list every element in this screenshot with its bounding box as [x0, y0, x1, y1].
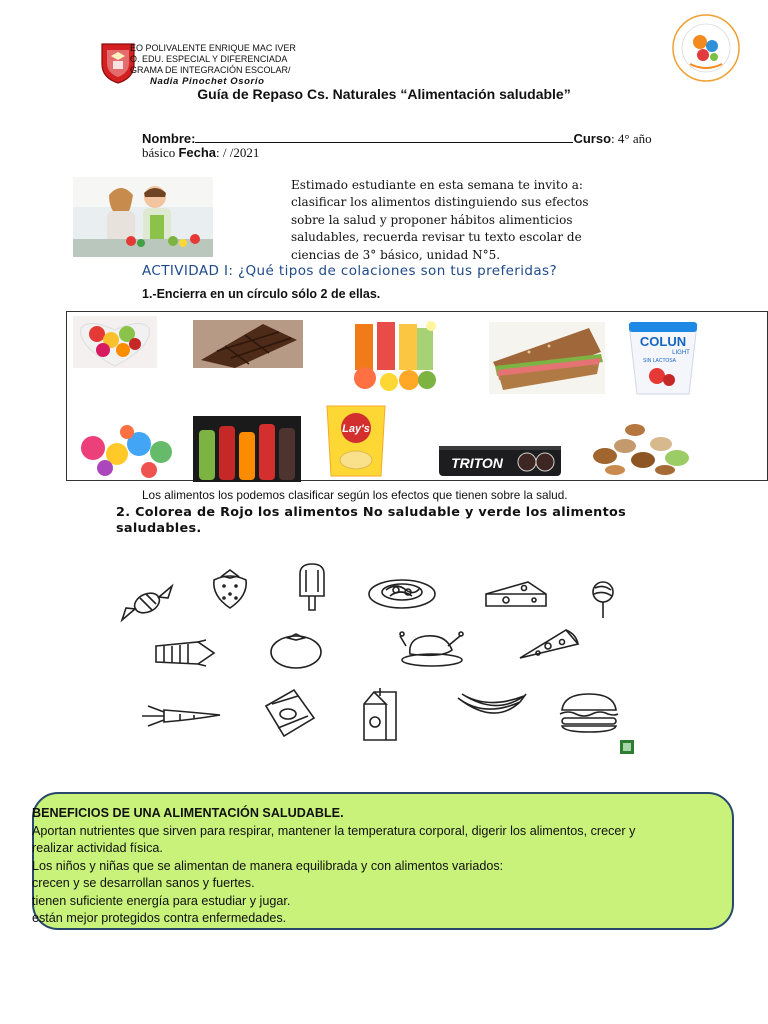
fecha-value: : / /2021: [216, 145, 260, 160]
small-logo-mark: [620, 740, 634, 754]
bananas-drawing[interactable]: [454, 688, 528, 728]
milk-carton-drawing[interactable]: [358, 686, 402, 744]
basico-text: básico: [142, 145, 179, 160]
lays-chips-image[interactable]: [321, 402, 391, 480]
carrot-drawing[interactable]: [140, 702, 222, 728]
lollipop-drawing[interactable]: [588, 580, 618, 620]
classification-text: Los alimentos los podemos clasificar según los efectos que tienen sobre la salud.: [142, 488, 568, 502]
cheese-drawing[interactable]: [484, 580, 548, 610]
chocolate-bar-image[interactable]: [193, 320, 303, 368]
school-line-3: GRAMA DE INTEGRACIÓN ESCOLAR/: [130, 65, 291, 75]
pizza-slice-drawing[interactable]: [518, 628, 582, 662]
spaghetti-plate-drawing[interactable]: [366, 572, 438, 612]
intro-paragraph: Estimado estudiante en esta semana te invito a: clasificar los alimentos distinguiendo sus efectos sobre la salud y proponer hábitos alimenticios saludables, recuerda revisar tu texto escolar de ciencias de 3° básico, unidad N°5.: [291, 178, 589, 262]
candies-image[interactable]: [73, 418, 179, 480]
integration-program-logo: [670, 12, 742, 84]
colun-sub: LIGHT: [672, 350, 690, 356]
nombre-label: Nombre:: [142, 131, 196, 146]
mixed-nuts-image[interactable]: [585, 416, 697, 478]
roast-chicken-drawing[interactable]: [398, 624, 466, 668]
popsicle-drawing[interactable]: [296, 562, 328, 612]
fish-drawing[interactable]: [154, 638, 216, 668]
tomato-drawing[interactable]: [268, 630, 324, 670]
school-header-text: [130, 43, 296, 76]
benefits-line: realizar actividad física.: [32, 841, 163, 855]
sandwich-image[interactable]: [489, 322, 605, 394]
snack-options-box: [66, 311, 768, 481]
burger-drawing[interactable]: [556, 692, 622, 734]
triton-brand: TRITON: [451, 455, 503, 471]
school-line-2: O. EDU. ESPECIAL Y DIFERENCIADA: [130, 54, 288, 64]
name-field-line: [195, 130, 573, 143]
school-line-1: EO POLIVALENTE ENRIQUE MAC IVER: [130, 43, 296, 53]
fruit-juices-image[interactable]: [345, 314, 439, 392]
benefits-line: crecen y se desarrollan sanos y fuertes.: [32, 876, 255, 890]
activity-1-title: ACTIVIDAD I: ¿Qué tipos de colaciones son tus preferidas?: [142, 263, 558, 279]
date-row: [142, 145, 259, 161]
candy-drawing[interactable]: [118, 582, 176, 624]
activity-1-instruction: 1.-Encierra en un círculo sólo 2 de ellas.: [142, 287, 381, 301]
benefits-line: Los niños y niñas que se alimentan de manera equilibrada y con alimentos variados:: [32, 858, 504, 873]
chips-bag-drawing[interactable]: [258, 688, 318, 738]
kids-cooking-photo: [73, 177, 213, 257]
curso-value: : 4° año: [611, 131, 652, 146]
curso-label: Curso: [573, 131, 612, 146]
colun-tag: SIN LACTOSA: [643, 358, 676, 364]
lays-brand: Lay's: [342, 423, 370, 435]
teacher-name: Nadia Pinochet Osorio: [150, 76, 265, 87]
benefits-line: tienen suficiente energía para estudiar y jugar.: [32, 893, 291, 908]
colun-brand: COLUN: [639, 334, 687, 349]
fecha-label: Fecha: [178, 145, 217, 160]
fruit-bowl-image[interactable]: [73, 316, 157, 368]
benefits-title: BENEFICIOS DE UNA ALIMENTACIÓN SALUDABLE.: [32, 806, 344, 820]
strawberry-drawing[interactable]: [208, 568, 252, 610]
benefits-line: Aportan nutrientes que sirven para respirar, mantener la temperatura corporal, digerir los alimentos, crecer y: [32, 823, 636, 838]
soda-bottles-image[interactable]: [193, 416, 301, 482]
coloring-drawings-area: [118, 552, 638, 752]
triton-cookies-image[interactable]: [437, 442, 563, 480]
benefits-text: [32, 805, 732, 928]
activity-2-title: 2. Colorea de Rojo los alimentos No saludable y verde los alimentos saludables.: [116, 505, 627, 536]
page-title: Guía de Repaso Cs. Naturales “Alimentación saludable”: [197, 86, 571, 102]
yogurt-colun-image[interactable]: [623, 318, 703, 398]
benefits-line: están mejor protegidos contra enfermedades.: [32, 911, 287, 925]
